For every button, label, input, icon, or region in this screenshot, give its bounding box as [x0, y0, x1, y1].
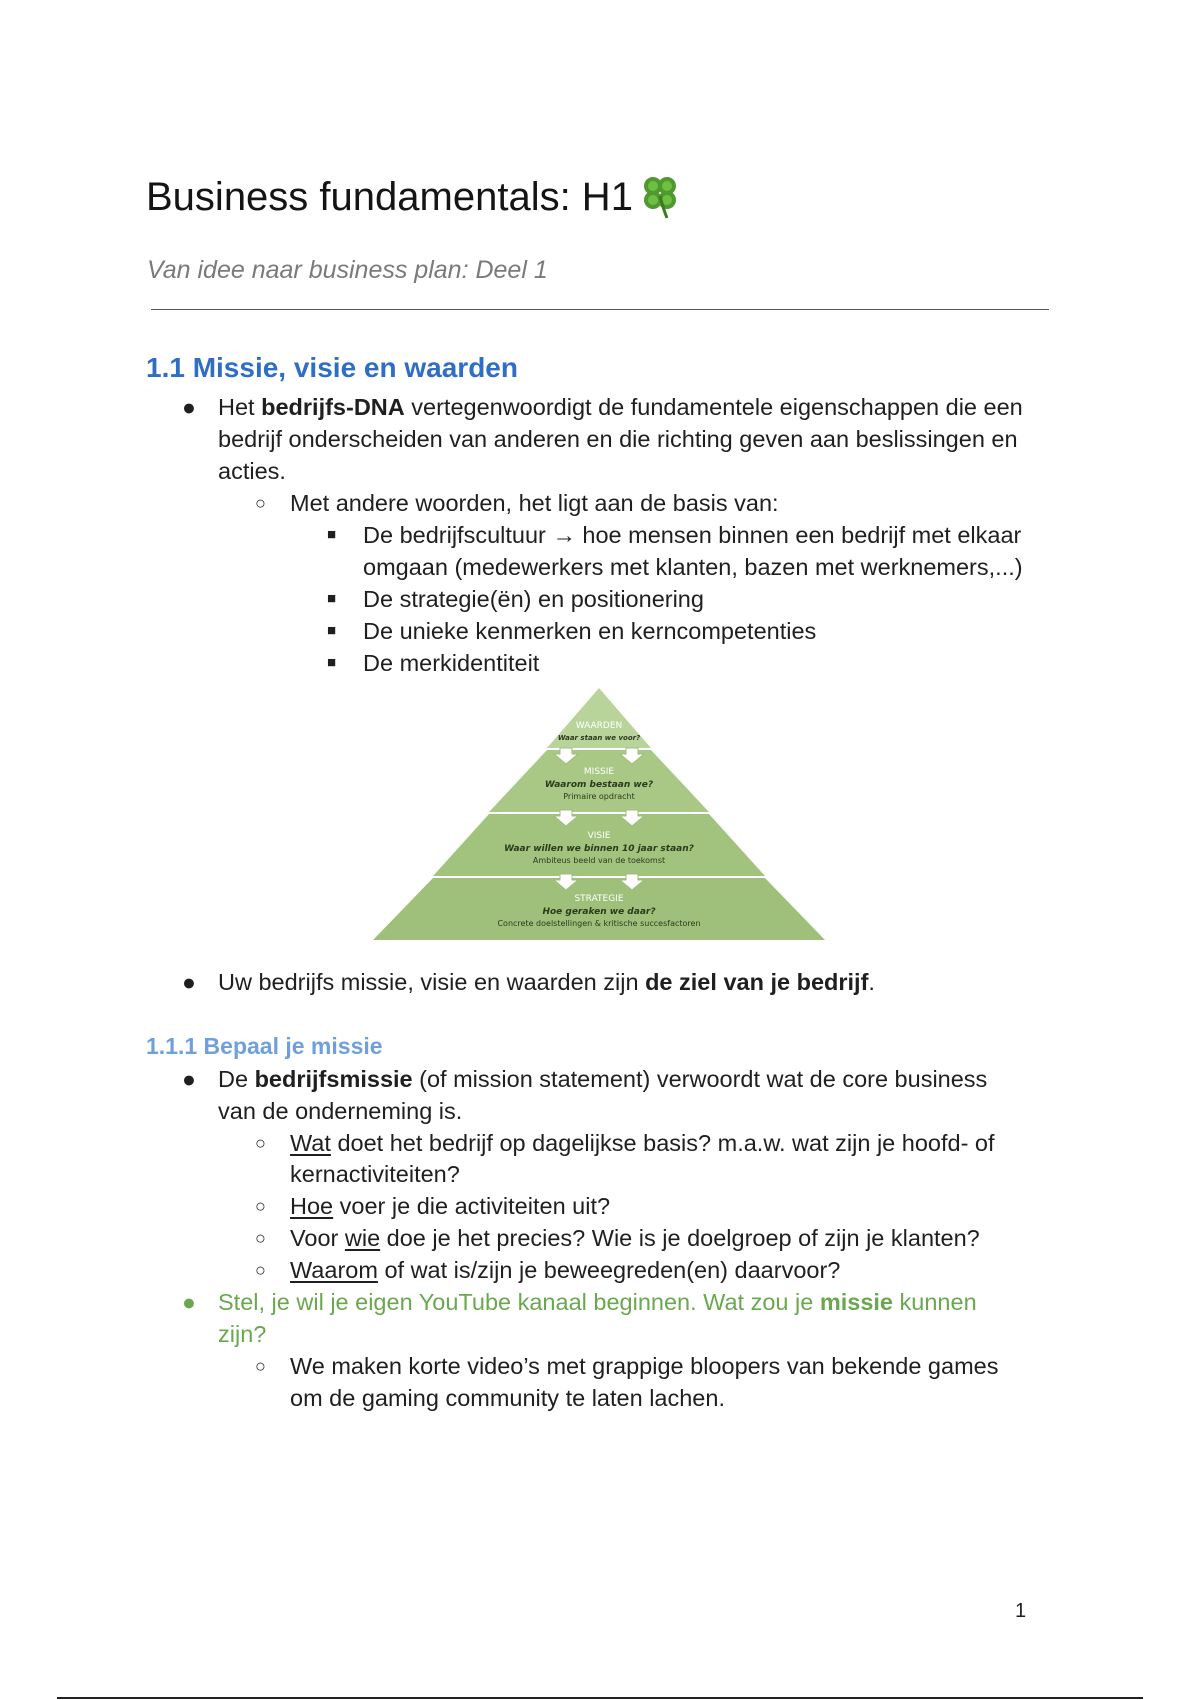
question-wat: [290, 1127, 995, 1159]
paragraph-bedrijfsmissie-line2: van de onderneming is.: [218, 1098, 463, 1124]
bold-term: bedrijfs-DNA: [261, 394, 405, 420]
text: (of mission statement) verwoordt wat de core business: [412, 1066, 988, 1092]
document-title: [146, 172, 683, 222]
title-text: Business fundamentals: H1: [146, 174, 633, 219]
bold-term: bedrijfsmissie: [254, 1066, 413, 1092]
bullet-disc-icon: ●: [182, 969, 196, 995]
text: Stel, je wil je eigen YouTube kanaal beginnen. Wat zou je: [218, 1289, 820, 1315]
section-heading-1-1-1: 1.1.1 Bepaal je missie: [146, 1033, 383, 1059]
question-hoe: [290, 1190, 610, 1222]
text: Voor: [290, 1225, 345, 1251]
paragraph-dna-line2: bedrijf onderscheiden van anderen en die richting geven aan beslissingen en: [218, 426, 1018, 452]
exercise-question: [218, 1286, 977, 1318]
bullet-disc-icon: ●: [182, 1066, 196, 1092]
pyramid-question-waarden: Waar staan we voor?: [557, 734, 641, 742]
underlined-word: Hoe: [290, 1193, 334, 1219]
text: vertegenwoordigt de fundamentele eigenschappen die een: [404, 394, 1023, 420]
pyramid-question-strategie: Hoe geraken we daar?: [542, 907, 656, 917]
document-subtitle: Van idee naar business plan: Deel 1: [147, 256, 548, 284]
text: De: [218, 1066, 255, 1092]
list-item: De strategie(ën) en positionering: [363, 586, 704, 612]
text: doet het bedrijf op dagelijkse basis? m.a.w. wat zijn je hoofd- of: [330, 1130, 995, 1156]
question-wat-line2: kernactiviteiten?: [290, 1161, 460, 1187]
pyramid-label-visie: VISIE: [587, 831, 611, 841]
bullet-disc-icon: ●: [182, 1289, 196, 1315]
page-number: 1: [1015, 1600, 1027, 1622]
underlined-word: wie: [344, 1225, 381, 1251]
pyramid-desc-missie: Primaire opdracht: [563, 792, 635, 801]
bold-term: missie: [819, 1289, 894, 1315]
exercise-question-line2: zijn?: [218, 1321, 267, 1347]
bullet-square-icon: ■: [327, 590, 337, 607]
pyramid-question-visie: Waar willen we binnen 10 jaar staan?: [504, 844, 694, 854]
list-item: De unieke kenmerken en kerncompetenties: [363, 618, 817, 644]
pyramid-label-strategie: STRATEGIE: [574, 894, 624, 904]
underlined-word: Waarom: [290, 1257, 378, 1283]
text: Het: [218, 394, 262, 420]
bullet-circle-icon: ○: [255, 1260, 266, 1280]
bullet-circle-icon: ○: [255, 493, 266, 513]
bullet-circle-icon: ○: [255, 1196, 266, 1216]
text: Uw bedrijfs missie, visie en waarden zijn: [218, 969, 646, 995]
pyramid-desc-strategie: Concrete doelstellingen & kritische succesfactoren: [497, 919, 701, 928]
sub-bullet-basis: Met andere woorden, het ligt aan de basis van:: [290, 490, 779, 516]
bullet-square-icon: ■: [327, 654, 337, 671]
bullet-circle-icon: ○: [255, 1133, 266, 1153]
text: voer je die activiteiten uit?: [333, 1193, 611, 1219]
bullet-square-icon: ■: [327, 526, 337, 543]
paragraph-ziel: [218, 966, 875, 998]
list-item-continued: omgaan (medewerkers met klanten, bazen met werknemers,...): [363, 554, 1023, 580]
text: kunnen: [893, 1289, 977, 1315]
page-bottom-edge: [57, 1697, 1143, 1699]
question-waarom: [290, 1254, 840, 1286]
underlined-word: Wat: [290, 1130, 331, 1156]
section-heading-1-1: 1.1 Missie, visie en waarden: [146, 352, 518, 383]
horizontal-divider: [151, 309, 1049, 310]
text: .: [868, 969, 875, 995]
list-item: De merkidentiteit: [363, 650, 540, 676]
pyramid-desc-visie: Ambiteus beeld van de toekomst: [532, 856, 666, 865]
bullet-disc-icon: ●: [182, 394, 196, 420]
paragraph-bedrijfsmissie: [218, 1063, 987, 1095]
paragraph-dna: [218, 391, 1023, 423]
pyramid-label-waarden: WAARDEN: [575, 721, 623, 731]
text: of wat is/zijn je beweegreden(en) daarvoor?: [377, 1257, 841, 1283]
pyramid-question-missie: Waarom bestaan we?: [544, 780, 654, 790]
bold-term: de ziel van je bedrijf: [645, 969, 869, 995]
list-item: De bedrijfscultuur → hoe mensen binnen een bedrijf met elkaar: [363, 522, 1022, 548]
paragraph-dna-line3: acties.: [218, 458, 286, 484]
bullet-circle-icon: ○: [255, 1356, 266, 1376]
four-leaf-clover-icon: [637, 172, 683, 222]
exercise-answer: We maken korte video’s met grappige bloopers van bekende games: [290, 1353, 999, 1379]
bullet-circle-icon: ○: [255, 1228, 266, 1248]
pyramid-diagram: [370, 688, 830, 943]
text: doe je het precies? Wie is je doelgroep of zijn je klanten?: [380, 1225, 980, 1251]
bullet-square-icon: ■: [327, 622, 337, 639]
question-wie: [290, 1222, 980, 1254]
exercise-answer-line2: om de gaming community te laten lachen.: [290, 1385, 725, 1411]
pyramid-label-missie: MISSIE: [583, 767, 615, 777]
